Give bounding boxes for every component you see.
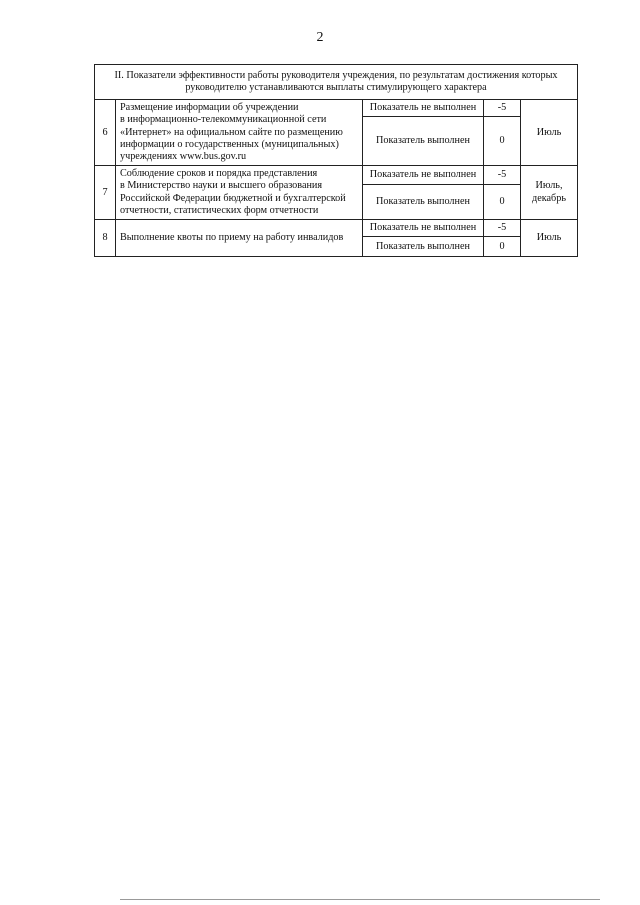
- row-description: [116, 220, 363, 257]
- section-title-line: II. Показатели эффективности работы руководителя учреждения, по результатам достижения которых: [114, 69, 558, 81]
- condition-score: 0: [484, 184, 521, 219]
- description-line: «Интернет» на официальном сайте по размещению: [120, 126, 343, 138]
- page-bottom-edge: [120, 899, 600, 900]
- page-number: 2: [316, 30, 324, 45]
- condition-label: Показатель не выполнен: [363, 100, 484, 117]
- condition-score: -5: [484, 166, 521, 185]
- description-line: отчетности, статистических форм отчетности: [120, 204, 319, 216]
- condition-label: Показатель выполнен: [363, 184, 484, 219]
- table-row: [95, 166, 578, 185]
- condition-label: Показатель не выполнен: [363, 220, 484, 237]
- description-line: Выполнение квоты по приему на работу инвалидов: [120, 232, 344, 244]
- table-row: [95, 100, 578, 117]
- row-period: Июль: [521, 220, 578, 257]
- description-line: Соблюдение сроков и порядка представления: [120, 168, 318, 180]
- table-row: [95, 220, 578, 237]
- row-description: [116, 100, 363, 166]
- period-line: декабрь: [532, 192, 566, 204]
- condition-score: -5: [484, 100, 521, 117]
- section-title-line: руководителю устанавливаются выплаты стимулирующего характера: [185, 82, 487, 93]
- condition-label: Показатель выполнен: [363, 237, 484, 257]
- row-period: Июль: [521, 100, 578, 166]
- description-line: в Министерство науки и высшего образования: [120, 180, 323, 192]
- row-number: 6: [95, 100, 116, 166]
- row-description: [116, 166, 363, 220]
- condition-score: 0: [484, 117, 521, 166]
- condition-label: Показатель не выполнен: [363, 166, 484, 185]
- row-period: [521, 166, 578, 220]
- period-line: Июль,: [535, 180, 563, 192]
- row-number: 8: [95, 220, 116, 257]
- condition-score: -5: [484, 220, 521, 237]
- condition-label: Показатель выполнен: [363, 117, 484, 166]
- description-line: Российской Федерации бюджетной и бухгалтерской: [120, 192, 346, 204]
- description-line: учреждениях www.bus.gov.ru: [120, 150, 247, 162]
- row-number: 7: [95, 166, 116, 220]
- performance-criteria-table: [94, 64, 578, 257]
- condition-score: 0: [484, 237, 521, 257]
- description-line: в информационно-телекоммуникационной сети: [120, 114, 327, 126]
- section-header-row: [95, 65, 578, 100]
- section-title: [95, 65, 578, 100]
- description-line: Размещение информации об учреждении: [120, 102, 299, 114]
- description-line: информации о государственных (муниципальных): [120, 138, 339, 150]
